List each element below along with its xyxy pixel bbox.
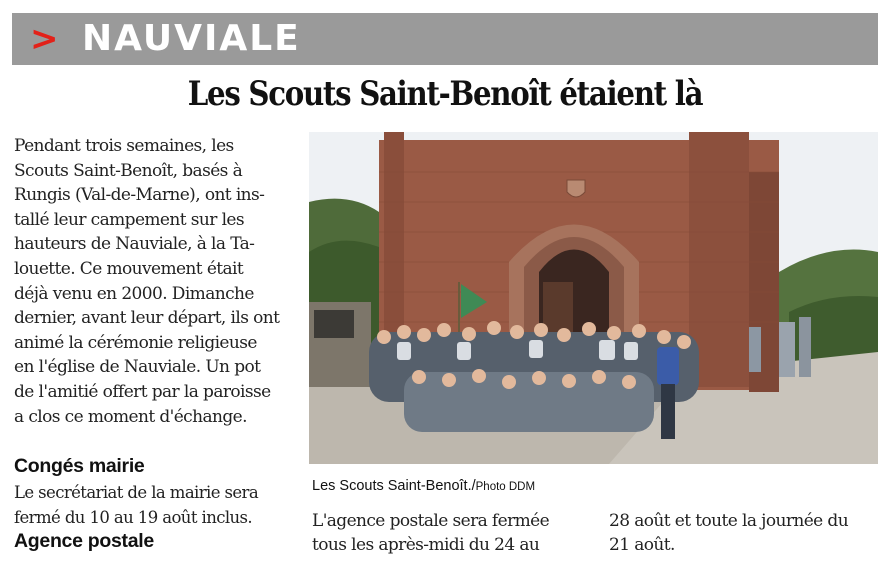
article-line: de l'amitié offert par la paroisse — [14, 381, 271, 402]
article-line: dernier, avant leur départ, ils ont — [14, 308, 280, 329]
agence-col2-line: 21 août. — [609, 535, 675, 555]
article-line: hauteurs de Nauviale, à la Ta- — [14, 234, 255, 255]
conges-heading: Congés mairie — [14, 455, 145, 477]
agence-col2-line: 28 août et toute la journée du — [609, 511, 849, 531]
conges-line: fermé du 10 au 19 août inclus. — [14, 508, 253, 527]
article-line: Pendant trois semaines, les — [14, 136, 234, 156]
photo-credit: Photo DDM — [475, 481, 536, 493]
scouts-church-photo — [309, 132, 878, 464]
photo-caption — [312, 478, 535, 494]
agence-heading: Agence postale — [14, 530, 154, 552]
article-line: Rungis (Val-de-Marne), ont ins- — [14, 185, 265, 206]
agence-col1-line: tous les après-midi du 24 au — [312, 535, 540, 555]
agence-col1-line: L'agence postale sera fermée — [312, 511, 550, 531]
article-line: animé la cérémonie religieuse — [14, 332, 257, 353]
article-body — [14, 134, 286, 429]
article-line: déjà venu en 2000. Dimanche — [14, 283, 254, 304]
conges-line: Le secrétariat de la mairie sera — [14, 483, 259, 502]
section-town-name: NAUVIALE — [82, 18, 301, 59]
article-line: tallé leur campement sur les — [14, 209, 244, 230]
section-arrow-icon: > — [30, 19, 59, 59]
article-line: Scouts Saint-Benoît, basés à — [14, 160, 243, 181]
caption-text: Les Scouts Saint-Benoît./ — [312, 478, 476, 494]
article-line: a clos ce moment d'échange. — [14, 406, 247, 427]
article-line: en l'église de Nauviale. Un pot — [14, 357, 261, 378]
section-banner — [12, 13, 878, 65]
article-headline: Les Scouts Saint-Benoît étaient là — [187, 74, 703, 114]
article-line: louette. Ce mouvement était — [14, 258, 244, 279]
